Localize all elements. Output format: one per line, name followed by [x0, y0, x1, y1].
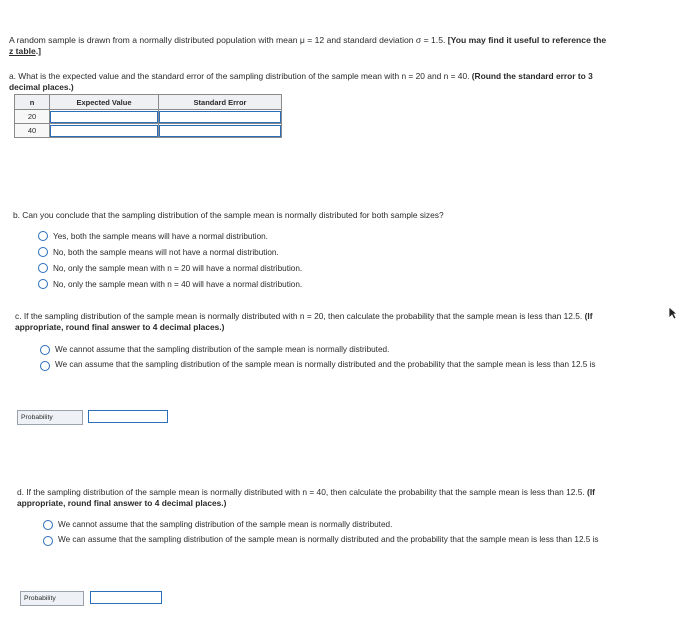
- radio-option[interactable]: [43, 534, 603, 546]
- radio-option[interactable]: [40, 344, 600, 355]
- radio-option[interactable]: [38, 228, 598, 244]
- expected-value-input-40[interactable]: [50, 125, 158, 137]
- mouse-pointer-icon: [668, 306, 678, 320]
- part-c-instruction: (If appropriate, round final answer to 4 decimal places.): [15, 311, 593, 332]
- radio-option[interactable]: [43, 519, 603, 530]
- radio-option[interactable]: [38, 260, 598, 276]
- part-a-question: [9, 71, 609, 93]
- option-label: We cannot assume that the sampling distribution of the sample mean is normally distributed.: [55, 345, 390, 354]
- header-standard-error: Standard Error: [159, 95, 282, 110]
- table-row: [15, 124, 282, 138]
- expected-value-cell: [50, 124, 159, 138]
- radio-button[interactable]: [40, 361, 50, 371]
- standard-error-input-20[interactable]: [159, 111, 281, 123]
- part-b-question: b. Can you conclude that the sampling distribution of the sample mean is normally distributed for both sample sizes?: [13, 210, 444, 220]
- probability-input-c[interactable]: [88, 410, 168, 423]
- part-d-question: [17, 487, 602, 509]
- radio-button[interactable]: [38, 279, 48, 289]
- part-b-options: [38, 228, 598, 292]
- problem-intro: [9, 35, 609, 57]
- radio-button[interactable]: [38, 247, 48, 257]
- standard-error-cell: [159, 110, 282, 124]
- option-label: We can assume that the sampling distribution of the sample mean is normally distributed and the probability that the sample mean is less than 12.5 is: [58, 535, 599, 544]
- expected-value-cell: [50, 110, 159, 124]
- table-header-row: [15, 95, 282, 110]
- radio-button[interactable]: [43, 536, 53, 546]
- standard-error-cell: [159, 124, 282, 138]
- z-table-link[interactable]: z table: [9, 46, 36, 56]
- radio-button[interactable]: [40, 345, 50, 355]
- radio-option[interactable]: [40, 359, 600, 371]
- probability-label: Probability: [17, 410, 83, 425]
- answer-table: [14, 94, 282, 138]
- part-c-probability-row: [17, 410, 168, 425]
- radio-button[interactable]: [43, 520, 53, 530]
- radio-option[interactable]: [38, 276, 598, 292]
- row-n-value: 20: [15, 110, 50, 124]
- radio-option[interactable]: [38, 244, 598, 260]
- option-label: No, only the sample mean with n = 40 will have a normal distribution.: [53, 279, 303, 289]
- table-row: [15, 110, 282, 124]
- part-d-text: d. If the sampling distribution of the sample mean is normally distributed with n = 40, then calculate the probability that the sample mean is less than 12.5.: [17, 487, 588, 497]
- part-d-probability-row: [20, 591, 162, 606]
- part-a-text: a. What is the expected value and the standard error of the sampling distribution of the sample mean with n = 20 and n = 40.: [9, 71, 472, 81]
- expected-value-input-20[interactable]: [50, 111, 158, 123]
- option-label: No, both the sample means will not have a normal distribution.: [53, 247, 279, 257]
- part-a-instruction: (Round the standard error to 3 decimal places.): [9, 71, 593, 92]
- probability-input-d[interactable]: [90, 591, 162, 604]
- header-expected-value: Expected Value: [50, 95, 159, 110]
- probability-label: Probability: [20, 591, 84, 606]
- option-label: We cannot assume that the sampling distribution of the sample mean is normally distributed.: [58, 520, 393, 529]
- part-d-instruction: (If appropriate, round final answer to 4 decimal places.): [17, 487, 595, 508]
- option-label: No, only the sample mean with n = 20 will have a normal distribution.: [53, 263, 303, 273]
- option-label: We can assume that the sampling distribution of the sample mean is normally distributed and the probability that the sample mean is less than 12.5 is: [55, 360, 596, 369]
- part-c-question: [15, 311, 600, 333]
- row-n-value: 40: [15, 124, 50, 138]
- intro-text: A random sample is drawn from a normally distributed population with mean μ = 12 and standard deviation σ = 1.5.: [9, 35, 448, 45]
- radio-button[interactable]: [38, 231, 48, 241]
- option-label: Yes, both the sample means will have a normal distribution.: [53, 231, 268, 241]
- intro-hint-end: .]: [35, 46, 41, 56]
- part-c-text: c. If the sampling distribution of the sample mean is normally distributed with n = 20, then calculate the probability that the sample mean is less than 12.5.: [15, 311, 585, 321]
- standard-error-input-40[interactable]: [159, 125, 281, 137]
- header-n: n: [15, 95, 50, 110]
- intro-hint: [You may find it useful to reference the: [447, 35, 607, 45]
- radio-button[interactable]: [38, 263, 48, 273]
- part-c-options: [40, 344, 600, 371]
- part-d-options: [43, 519, 603, 546]
